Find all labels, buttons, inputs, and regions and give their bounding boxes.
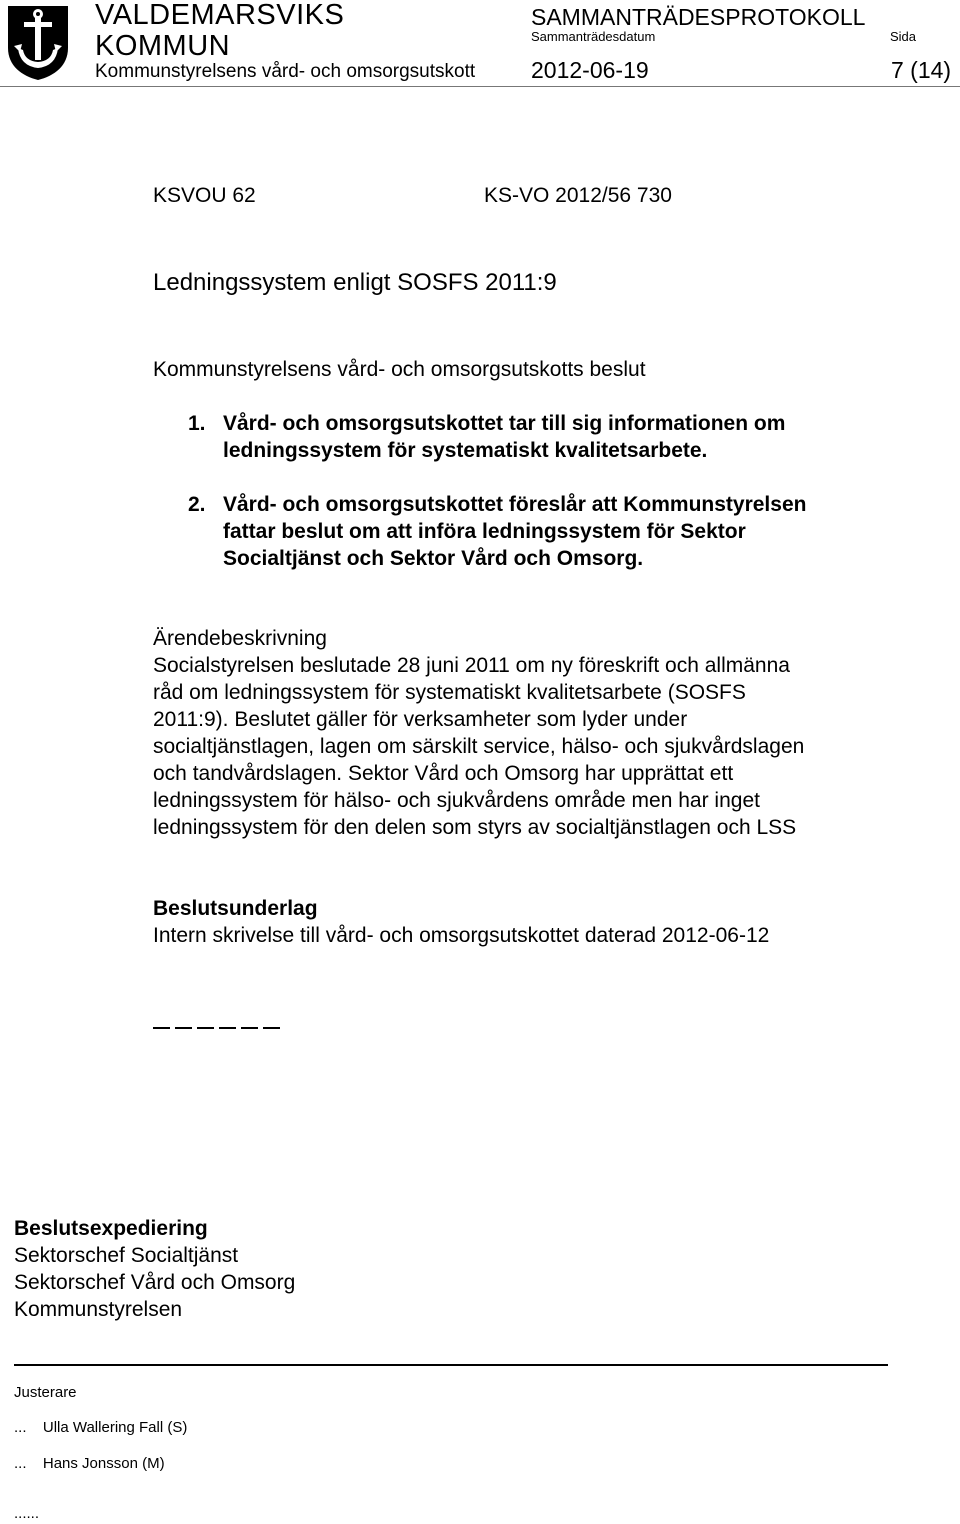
dispatch-section	[14, 1215, 295, 1323]
meeting-date: 2012-06-19	[531, 57, 649, 83]
decision-heading: Kommunstyrelsens vård- och omsorgsutskotts beslut	[153, 358, 646, 381]
signatory-name: Hans Jonsson (M)	[42, 1455, 165, 1472]
adjusters-label: Justerare	[14, 1384, 77, 1401]
decision-item-line: Vård- och omsorgsutskottet föreslår att Kommunstyrelsen	[223, 493, 807, 516]
coat-of-arms-icon	[6, 4, 70, 82]
decision-item-number: 2.	[188, 493, 206, 516]
signature-dots: ......	[14, 1505, 40, 1522]
organization-name-line2: KOMMUN	[95, 30, 231, 62]
description-line: socialtjänstlagen, lagen om särskilt service, hälso- och sjukvårdslagen	[153, 735, 805, 758]
dispatch-recipient: Sektorschef Socialtjänst	[14, 1244, 239, 1267]
description-line: ledningssystem för den delen som styrs av socialtjänstlagen och LSS	[153, 816, 797, 839]
committee-name: Kommunstyrelsens vård- och omsorgsutskott	[95, 61, 476, 82]
organization-name-line1: VALDEMARSVIKS	[95, 0, 345, 31]
header-divider	[0, 86, 960, 87]
description-section	[153, 625, 804, 841]
decision-item-text	[223, 410, 785, 464]
dispatch-recipient: Sektorschef Vård och Omsorg	[14, 1271, 296, 1294]
decision-item-text	[223, 491, 806, 572]
decision-item-line: Vård- och omsorgsutskottet tar till sig informationen om	[223, 412, 786, 435]
page-label: Sida	[890, 29, 917, 44]
dispatch-heading: Beslutsexpediering	[14, 1217, 208, 1240]
signatory-name: Ulla Wallering Fall (S)	[42, 1419, 188, 1436]
signature-line	[14, 1505, 39, 1523]
dispatch-recipient: Kommunstyrelsen	[14, 1298, 183, 1321]
description-line: och tandvårdslagen. Sektor Vård och Omsorg har upprättat ett	[153, 762, 734, 785]
diary-number: KS-VO 2012/56 730	[484, 184, 672, 207]
basis-section	[153, 895, 769, 949]
basis-heading: Beslutsunderlag	[153, 897, 318, 920]
description-heading: Ärendebeskrivning	[153, 627, 327, 650]
signature-line	[14, 1419, 187, 1437]
description-line: 2011:9). Beslutet gäller för verksamheter som lyder under	[153, 708, 688, 731]
meeting-date-label: Sammanträdesdatum	[531, 29, 656, 44]
decision-item-line: fattar beslut om att införa ledningssystem för Sektor	[223, 520, 746, 543]
description-line: Socialstyrelsen beslutade 28 juni 2011 om ny föreskrift och allmänna	[153, 654, 790, 677]
page-number: 7 (14)	[891, 57, 952, 83]
signature-line	[14, 1455, 165, 1473]
description-line: råd om ledningssystem för systematiskt kvalitetsarbete (SOSFS	[153, 681, 746, 704]
decision-item-line: ledningssystem för systematiskt kvalitetsarbete.	[223, 439, 708, 462]
footer-divider	[14, 1364, 888, 1366]
case-title: Ledningssystem enligt SOSFS 2011:9	[153, 269, 557, 296]
paragraph-reference: KSVOU 62	[153, 184, 256, 207]
signature-dots: ...	[14, 1455, 27, 1472]
section-end-dashes	[153, 1027, 285, 1045]
document-type-title: SAMMANTRÄDESPROTOKOLL	[531, 4, 866, 30]
description-line: ledningssystem för hälso- och sjukvårdens område men har inget	[153, 789, 760, 812]
decision-item-line: Socialtjänst och Sektor Vård och Omsorg.	[223, 547, 644, 570]
decision-item-number: 1.	[188, 412, 206, 435]
signature-dots: ...	[14, 1419, 27, 1436]
basis-text: Intern skrivelse till vård- och omsorgsutskottet daterad 2012-06-12	[153, 924, 770, 947]
